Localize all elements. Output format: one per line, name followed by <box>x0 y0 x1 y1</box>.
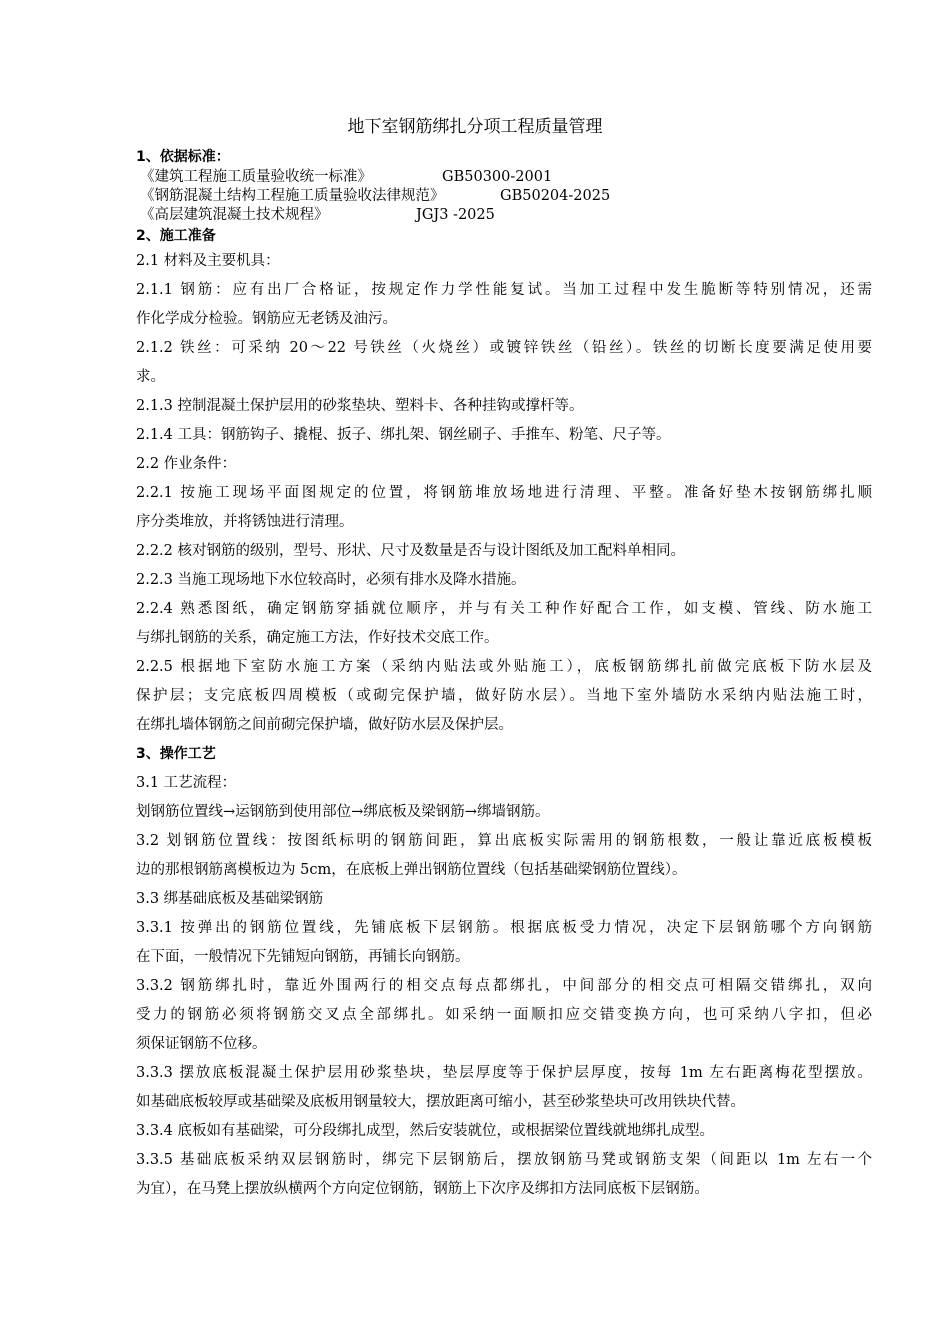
text-line: 2.2.5 根据地下室防水施工方案（采纳内贴法或外贴施工），底板钢筋绑扎前做完底板下防水层及 <box>136 659 872 675</box>
paragraph-2-1-4 <box>136 421 872 450</box>
text-line: 2.1 材料及主要机具： <box>136 253 280 269</box>
paragraph-2-1 <box>136 247 872 276</box>
standard-code: JGJ3 -2025 <box>416 207 495 223</box>
text-line: 序分类堆放，并将锈蚀进行清理。 <box>136 514 354 530</box>
standards-list <box>136 168 872 225</box>
paragraph-2-2-3 <box>136 566 872 595</box>
text-line: 3.2 划钢筋位置线：按图纸标明的钢筋间距，算出底板实际需用的钢筋根数，一般让靠近底板模板 <box>136 833 872 849</box>
text-line: 3.3.3 摆放底板混凝土保护层用砂浆垫块，垫层厚度等于保护层厚度，按每 1m 左右距离梅花型摆放。 <box>136 1065 872 1081</box>
paragraph-process-flow <box>136 798 872 827</box>
paragraph-2-2-1 <box>136 479 872 537</box>
text-line: 2.1.4 工具：钢筋钩子、撬棍、扳子、绑扎架、钢丝刷子、手推车、粉笔、尺子等。 <box>136 427 671 443</box>
paragraph-3-3-3 <box>136 1059 872 1117</box>
paragraph-3-3-5 <box>136 1146 872 1204</box>
paragraph-2-2 <box>136 450 872 479</box>
standard-item <box>140 187 872 206</box>
paragraph-3-3 <box>136 885 872 914</box>
text-line: 如基础底板较厚或基础梁及底板用钢量较大，摆放距离可缩小，甚至砂浆垫块可改用铁块代替。 <box>136 1094 745 1110</box>
standard-name: 《高层建筑混凝土技术规程》 <box>140 207 329 223</box>
paragraph-2-1-2 <box>136 334 872 392</box>
paragraph-3-3-4 <box>136 1117 872 1146</box>
section-heading-3: 3、操作工艺 <box>136 746 216 762</box>
text-line: 3.3 绑基础底板及基础梁钢筋 <box>136 891 324 907</box>
paragraph-3-1 <box>136 769 872 798</box>
standard-code: GB50204-2025 <box>500 188 611 204</box>
section-heading-2: 2、施工准备 <box>136 228 216 244</box>
text-line: 2.1.1 钢筋：应有出厂合格证，按规定作力学性能复试。当加工过程中发生脆断等特别情况，还需 <box>136 282 872 298</box>
standard-code: GB50300-2001 <box>442 169 553 185</box>
section-heading-1: 1、依据标准： <box>136 149 230 165</box>
paragraph-3-3-1 <box>136 914 872 972</box>
paragraph-2-2-4 <box>136 595 872 653</box>
text-line: 受力的钢筋必须将钢筋交叉点全部绑扎。如采纳一面顺扣应交错变换方向，也可采纳八字扣，但必 <box>136 1007 872 1023</box>
text-line: 在绑扎墙体钢筋之间前砌完保护墙，做好防水层及保护层。 <box>136 717 513 733</box>
text-line: 3.3.4 底板如有基础梁，可分段绑扎成型，然后安装就位，或根据梁位置线就地绑扎成型。 <box>136 1123 714 1139</box>
text-line: 求。 <box>136 369 165 385</box>
text-line: 2.1.2 铁丝：可采纳 20～22 号铁丝（火烧丝）或镀锌铁丝（铅丝）。铁丝的切断长度要满足使用要 <box>136 340 872 356</box>
standard-name: 《钢筋混凝土结构工程施工质量验收法律规范》 <box>140 188 445 204</box>
paragraph-2-2-5 <box>136 653 872 740</box>
document-title: 地下室钢筋绑扎分项工程质量管理 <box>347 117 603 137</box>
text-line: 2.1.3 控制混凝土保护层用的砂浆垫块、塑料卡、各种挂钩或撑杆等。 <box>136 398 584 414</box>
text-line: 3.1 工艺流程： <box>136 775 237 791</box>
text-line: 须保证钢筋不位移。 <box>136 1036 267 1052</box>
paragraph-2-1-1 <box>136 276 872 334</box>
text-line: 划钢筋位置线→运钢筋到使用部位→绑底板及梁钢筋→绑墙钢筋。 <box>136 804 550 820</box>
text-line: 作化学成分检验。钢筋应无老锈及油污。 <box>136 311 397 327</box>
text-line: 2.2.2 核对钢筋的级别，型号、形状、尺寸及数量是否与设计图纸及加工配料单相同。 <box>136 543 686 559</box>
paragraph-3-3-2 <box>136 972 872 1059</box>
text-line: 2.2 作业条件： <box>136 456 237 472</box>
text-line: 与绑扎钢筋的关系，确定施工方法，作好技术交底工作。 <box>136 630 499 646</box>
text-line: 3.3.1 按弹出的钢筋位置线，先铺底板下层钢筋。根据底板受力情况，决定下层钢筋哪个方向钢筋 <box>136 920 872 936</box>
paragraph-3-2 <box>136 827 872 885</box>
text-line: 在下面，一般情况下先铺短向钢筋，再铺长向钢筋。 <box>136 949 470 965</box>
text-line: 3.3.5 基础底板采纳双层钢筋时，绑完下层钢筋后，摆放钢筋马凳或钢筋支架（间距以 1m 左右一个 <box>136 1152 872 1168</box>
text-line: 2.2.1 按施工现场平面图规定的位置，将钢筋堆放场地进行清理、平整。准备好垫木按钢筋绑扎顺 <box>136 485 872 501</box>
paragraph-2-2-2 <box>136 537 872 566</box>
paragraph-2-1-3 <box>136 392 872 421</box>
text-line: 保护层；支完底板四周模板（或砌完保护墙，做好防水层）。当地下室外墙防水采纳内贴法施工时， <box>136 688 872 704</box>
standard-item <box>140 168 872 187</box>
text-line: 边的那根钢筋离模板边为 5cm，在底板上弹出钢筋位置线（包括基础梁钢筋位置线）。 <box>136 862 687 878</box>
text-line: 2.2.3 当施工现场地下水位较高时，必须有排水及降水措施。 <box>136 572 526 588</box>
text-line: 3.3.2 钢筋绑扎时，靠近外围两行的相交点每点都绑扎，中间部分的相交点可相隔交错绑扎，双向 <box>136 978 872 994</box>
text-line: 为宜），在马凳上摆放纵横两个方向定位钢筋，钢筋上下次序及绑扣方法同底板下层钢筋。 <box>136 1181 709 1197</box>
standard-name: 《建筑工程施工质量验收统一标准》 <box>140 169 372 185</box>
document-body <box>136 146 872 1204</box>
standard-item <box>140 206 872 225</box>
text-line: 2.2.4 熟悉图纸，确定钢筋穿插就位顺序，并与有关工种作好配合工作，如支模、管线、防水施工 <box>136 601 872 617</box>
